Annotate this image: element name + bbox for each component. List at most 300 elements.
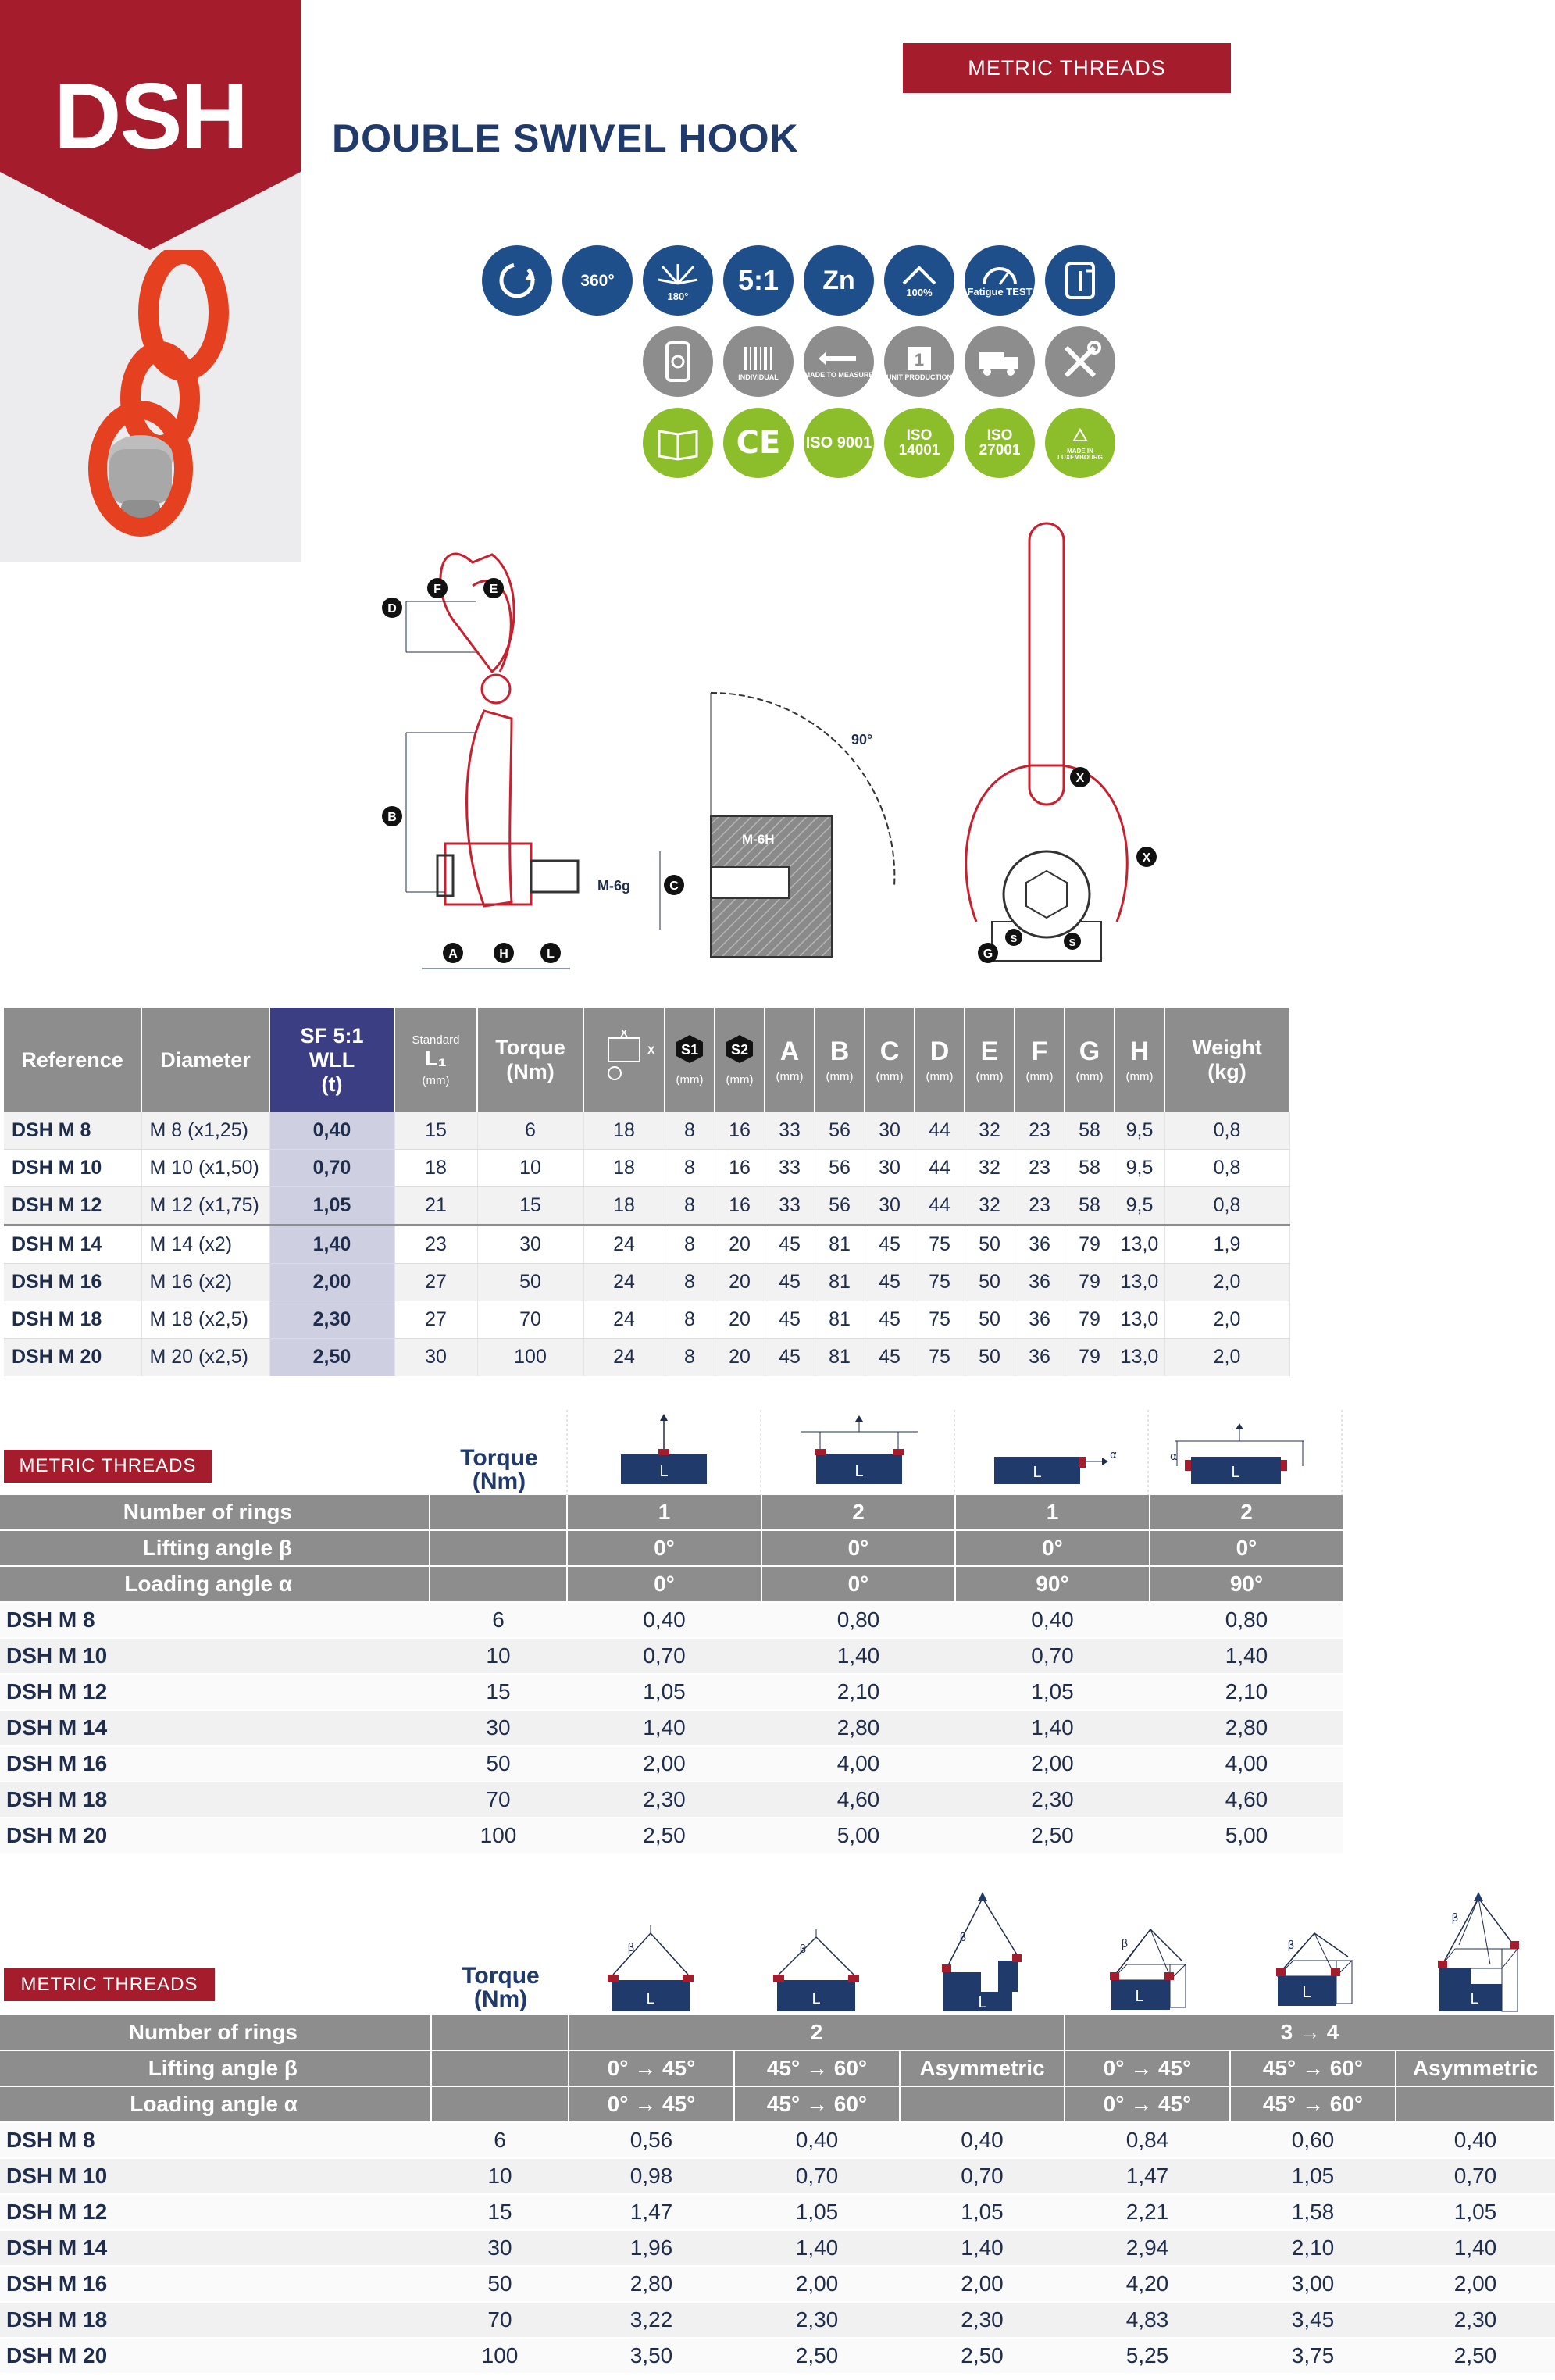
- svg-text:α: α: [1110, 1449, 1118, 1461]
- col-s1: S1 (mm): [665, 1008, 715, 1112]
- spec-cell: 0,8: [1164, 1112, 1289, 1150]
- spec-row: [4, 1112, 1289, 1150]
- spec-cell: 20: [715, 1226, 765, 1264]
- individual-barcode-icon: INDIVIDUAL: [723, 326, 794, 397]
- wll-cell: 0,56: [569, 2122, 734, 2158]
- spec-cell: 56: [815, 1187, 865, 1226]
- wll-cell: 4,00: [1150, 1746, 1343, 1782]
- wll-cell: 2,00: [734, 2266, 900, 2302]
- lifting-cell: 0° → 45°: [1065, 2050, 1230, 2086]
- spec-cell: 32: [965, 1112, 1015, 1150]
- svg-text:S1: S1: [680, 1042, 699, 1058]
- diagram-double-vertical: [801, 1415, 918, 1484]
- svg-text:C: C: [669, 880, 679, 893]
- load-row: [0, 1710, 1343, 1746]
- unit-production-icon: 1 UNIT PRODUCTION: [884, 326, 954, 397]
- svg-text:E: E: [489, 583, 498, 596]
- wll-cell: 5,00: [761, 1818, 955, 1854]
- spec-cell: 81: [815, 1339, 865, 1376]
- wll-cell: 4,83: [1065, 2302, 1230, 2338]
- spec-cell: 58: [1065, 1150, 1115, 1187]
- wll-cell: 1,05: [269, 1187, 394, 1226]
- wll-cell: 1,40: [734, 2230, 900, 2266]
- wll-cell: 4,20: [1065, 2266, 1230, 2302]
- wll-cell: 0,70: [734, 2158, 900, 2194]
- wll-cell: 0,70: [955, 1638, 1150, 1674]
- wll-cell: 1,05: [1230, 2158, 1396, 2194]
- wll-cell: 0,70: [900, 2158, 1065, 2194]
- col-b: B (mm): [815, 1008, 865, 1112]
- spec-cell: 9,5: [1115, 1112, 1164, 1150]
- spec-cell: 56: [815, 1112, 865, 1150]
- svg-text:β: β: [1287, 1939, 1295, 1952]
- fatigue-test-icon: Fatigue TEST: [965, 245, 1035, 316]
- spec-cell: 70: [477, 1301, 583, 1339]
- spec-cell: 30: [865, 1112, 915, 1150]
- lifting-cell: 45° → 60°: [1230, 2050, 1396, 2086]
- spec-cell: 20: [715, 1264, 765, 1301]
- spec-cell: 33: [765, 1187, 815, 1226]
- col-g: G (mm): [1065, 1008, 1115, 1112]
- load-table-2-body: [0, 2015, 1555, 2374]
- wll-cell: 2,00: [269, 1264, 394, 1301]
- svg-text:D: D: [387, 602, 397, 616]
- wll-cell: 1,40: [1150, 1638, 1343, 1674]
- spec-cell: 30: [394, 1339, 477, 1376]
- reference-cell: DSH M 18: [0, 2302, 431, 2338]
- wll-cell: 2,50: [900, 2338, 1065, 2374]
- col-l1: Standard L₁ (mm): [394, 1008, 477, 1112]
- diameter-cell: M 10 (x1,50): [141, 1150, 269, 1187]
- lifting-label: Lifting angle β: [0, 1530, 430, 1566]
- svg-text:X: X: [647, 1043, 655, 1056]
- spec-cell: 45: [765, 1226, 815, 1264]
- svg-text:1: 1: [914, 349, 925, 369]
- loading-cell: [1396, 2086, 1555, 2122]
- spec-cell: 79: [1065, 1264, 1115, 1301]
- wll-cell: 2,21: [1065, 2194, 1230, 2230]
- spec-cell: 58: [1065, 1187, 1115, 1226]
- loading-row: [0, 2086, 1555, 2122]
- rings-cell: 2: [761, 1495, 955, 1530]
- load-row: [0, 1782, 1343, 1818]
- svg-text:L: L: [1135, 1988, 1144, 2005]
- spec-cell: 21: [394, 1187, 477, 1226]
- spec-cell: 20: [715, 1301, 765, 1339]
- wll-cell: 1,05: [1396, 2194, 1555, 2230]
- spec-cell: 23: [394, 1226, 477, 1264]
- spec-cell: 16: [715, 1187, 765, 1226]
- svg-text:L: L: [811, 1990, 821, 2007]
- hook-side-view: [440, 554, 531, 906]
- col-weight: Weight (kg): [1164, 1008, 1289, 1112]
- wll-cell: 1,47: [569, 2194, 734, 2230]
- spec-cell: 10: [477, 1150, 583, 1187]
- s1-icon: [674, 1033, 705, 1065]
- load-table-1-body: [0, 1495, 1343, 1854]
- wll-cell: 0,70: [269, 1150, 394, 1187]
- product-photo: [55, 250, 258, 562]
- loading-cell: [900, 2086, 1065, 2122]
- spec-cell: 45: [865, 1264, 915, 1301]
- lifting-cell: 45° → 60°: [734, 2050, 900, 2086]
- spec-row: [4, 1187, 1289, 1226]
- spec-cell: 81: [815, 1264, 865, 1301]
- spec-cell: 45: [865, 1339, 915, 1376]
- wll-cell: 2,00: [955, 1746, 1150, 1782]
- spec-cell: 9,5: [1115, 1187, 1164, 1226]
- spec-cell: 50: [965, 1226, 1015, 1264]
- wll-cell: 2,30: [734, 2302, 900, 2338]
- wll-cell: 0,70: [567, 1638, 761, 1674]
- wll-cell: 2,30: [1396, 2302, 1555, 2338]
- rotate-under-load-icon: [482, 245, 552, 316]
- wll-cell: 5,00: [1150, 1818, 1343, 1854]
- svg-text:β: β: [959, 1932, 967, 1944]
- col-wll: SF 5:1 WLL (t): [269, 1008, 394, 1112]
- rings-row: [0, 1495, 1343, 1530]
- ce-icon: CE: [723, 408, 794, 478]
- spec-cell: 44: [915, 1112, 965, 1150]
- spec-cell: 18: [394, 1150, 477, 1187]
- specification-table: [4, 1008, 1290, 1376]
- reference-cell: DSH M 16: [4, 1264, 141, 1301]
- wll-cell: 5,25: [1065, 2338, 1230, 2374]
- wll-cell: 2,00: [1396, 2266, 1555, 2302]
- wll-cell: 3,00: [1230, 2266, 1396, 2302]
- loading-cell: 45° → 60°: [1230, 2086, 1396, 2122]
- svg-text:F: F: [433, 583, 441, 596]
- spec-row: [4, 1264, 1289, 1301]
- spec-cell: 18: [583, 1112, 665, 1150]
- spec-cell: 24: [583, 1301, 665, 1339]
- wll-cell: 2,80: [761, 1710, 955, 1746]
- spec-cell: 24: [583, 1226, 665, 1264]
- spec-cell: 16: [715, 1150, 765, 1187]
- spec-cell: 8: [665, 1226, 715, 1264]
- spec-cell: 16: [715, 1112, 765, 1150]
- wll-cell: 1,05: [955, 1674, 1150, 1710]
- wll-cell: 0,80: [761, 1602, 955, 1638]
- wll-cell: 2,30: [955, 1782, 1150, 1818]
- wll-cell: 0,98: [569, 2158, 734, 2194]
- wll-cell: 1,58: [1230, 2194, 1396, 2230]
- reference-cell: DSH M 14: [4, 1226, 141, 1264]
- spec-cell: 75: [915, 1301, 965, 1339]
- rings-row: [0, 2015, 1555, 2050]
- diagram-4-legs-asymmetric: [1438, 1892, 1519, 2011]
- spec-cell: 18: [583, 1150, 665, 1187]
- wll-cell: 1,40: [761, 1638, 955, 1674]
- wll-cell: 2,10: [1150, 1674, 1343, 1710]
- load-row: [0, 1602, 1343, 1638]
- svg-text:S: S: [1068, 937, 1076, 948]
- col-e: E (mm): [965, 1008, 1015, 1112]
- col-torque: Torque (Nm): [477, 1008, 583, 1112]
- spec-cell: 36: [1015, 1226, 1065, 1264]
- 180-degree-icon: 180°: [643, 245, 713, 316]
- spec-cell: 45: [865, 1226, 915, 1264]
- spec-cell: 50: [965, 1264, 1015, 1301]
- anti-crack-icon: 100%: [884, 245, 954, 316]
- x-dimension-icon: [593, 1030, 655, 1085]
- loading-cell: 0° → 45°: [569, 2086, 734, 2122]
- spec-cell: 13,0: [1115, 1301, 1164, 1339]
- svg-text:X: X: [1075, 772, 1085, 785]
- lifting-row: [0, 2050, 1555, 2086]
- spec-cell: 36: [1015, 1301, 1065, 1339]
- load-row: [0, 2302, 1555, 2338]
- spec-cell: 8: [665, 1264, 715, 1301]
- diameter-cell: M 12 (x1,75): [141, 1187, 269, 1226]
- spec-row: [4, 1226, 1289, 1264]
- svg-text:α: α: [1170, 1450, 1178, 1463]
- wll-cell: 4,60: [1150, 1782, 1343, 1818]
- reference-cell: DSH M 12: [4, 1187, 141, 1226]
- spec-cell: 50: [965, 1339, 1015, 1376]
- lifting-cell: 0° → 45°: [569, 2050, 734, 2086]
- loading-label: Loading angle α: [0, 2086, 431, 2122]
- spec-row: [4, 1150, 1289, 1187]
- spec-cell: 36: [1015, 1339, 1065, 1376]
- spec-cell: 8: [665, 1187, 715, 1226]
- lifting-cell: 0°: [1150, 1530, 1343, 1566]
- spec-cell: 45: [765, 1339, 815, 1376]
- torque-cell: 30: [430, 1710, 567, 1746]
- torque-cell: 10: [431, 2158, 569, 2194]
- load-row: [0, 2338, 1555, 2374]
- wll-cell: 1,40: [1396, 2230, 1555, 2266]
- rings-label: Number of rings: [0, 1495, 430, 1530]
- torque-cell: 15: [431, 2194, 569, 2230]
- wll-cell: 0,40: [1396, 2122, 1555, 2158]
- made-to-measure-icon: MADE TO MEASURE: [804, 326, 874, 397]
- spec-cell: 13,0: [1115, 1226, 1164, 1264]
- rings-cell: 1: [955, 1495, 1150, 1530]
- wll-cell: 2,50: [269, 1339, 394, 1376]
- torque-cell: 70: [430, 1782, 567, 1818]
- spec-cell: 45: [765, 1264, 815, 1301]
- spec-cell: 30: [865, 1187, 915, 1226]
- wll-cell: 3,45: [1230, 2302, 1396, 2338]
- wll-cell: 1,40: [269, 1226, 394, 1264]
- metric-threads-tag: METRIC THREADS: [903, 43, 1231, 93]
- spec-cell: 45: [765, 1301, 815, 1339]
- wll-cell: 1,40: [955, 1710, 1150, 1746]
- spec-cell: 44: [915, 1187, 965, 1226]
- torque-cell: 100: [431, 2338, 569, 2374]
- iso-14001-icon: ISO 14001: [884, 408, 954, 478]
- svg-text:X: X: [1142, 851, 1151, 865]
- product-code: DSH: [53, 64, 248, 169]
- wll-cell: 2,50: [567, 1818, 761, 1854]
- metric-threads-tag-1: METRIC THREADS: [4, 1450, 212, 1483]
- lifting-diagrams-1: [566, 1410, 1343, 1496]
- torque-cell: 15: [430, 1674, 567, 1710]
- loading-cell: 0°: [761, 1566, 955, 1602]
- wll-cell: 0,84: [1065, 2122, 1230, 2158]
- reference-cell: DSH M 16: [0, 1746, 430, 1782]
- spec-cell: 75: [915, 1264, 965, 1301]
- wll-cell: 2,30: [567, 1782, 761, 1818]
- torque-cell: 6: [430, 1602, 567, 1638]
- wll-cell: 2,10: [761, 1674, 955, 1710]
- lifting-cell: Asymmetric: [1396, 2050, 1555, 2086]
- s2-icon: [724, 1033, 755, 1065]
- loading-cell: 0° → 45°: [1065, 2086, 1230, 2122]
- col-a: A (mm): [765, 1008, 815, 1112]
- delivery-truck-icon: [965, 326, 1035, 397]
- spec-cell: 8: [665, 1301, 715, 1339]
- spec-cell: 36: [1015, 1264, 1065, 1301]
- angle-label: 90°: [851, 732, 873, 748]
- diagram-2-legs-asymmetric: [942, 1892, 1022, 2011]
- spec-cell: 18: [583, 1187, 665, 1226]
- wll-cell: 2,50: [1396, 2338, 1555, 2374]
- spec-cell: 56: [815, 1150, 865, 1187]
- spec-cell: 13,0: [1115, 1264, 1164, 1301]
- spec-row: [4, 1301, 1289, 1339]
- reference-cell: DSH M 10: [4, 1150, 141, 1187]
- load-table-1: [0, 1495, 1344, 1854]
- col-diameter: Diameter: [141, 1008, 269, 1112]
- spec-cell: 2,0: [1164, 1264, 1289, 1301]
- col-s2: S2 (mm): [715, 1008, 765, 1112]
- spec-cell: 13,0: [1115, 1339, 1164, 1376]
- wll-cell: 2,80: [1150, 1710, 1343, 1746]
- spec-cell: 81: [815, 1301, 865, 1339]
- svg-text:β: β: [1121, 1938, 1129, 1950]
- load-row: [0, 2266, 1555, 2302]
- spec-cell: 33: [765, 1112, 815, 1150]
- torque-heading-1: Torque (Nm): [460, 1445, 538, 1494]
- col-c: C (mm): [865, 1008, 915, 1112]
- spec-cell: 15: [394, 1112, 477, 1150]
- spec-row: [4, 1339, 1289, 1376]
- load-row: [0, 2194, 1555, 2230]
- iso-9001-icon: ISO 9001: [804, 408, 874, 478]
- wll-cell: 1,40: [567, 1710, 761, 1746]
- loading-cell: 90°: [1150, 1566, 1343, 1602]
- rings-cell: 3 → 4: [1065, 2015, 1555, 2050]
- load-row: [0, 1746, 1343, 1782]
- wll-cell: 2,50: [734, 2338, 900, 2374]
- wll-cell: 1,05: [567, 1674, 761, 1710]
- wll-cell: 4,00: [761, 1746, 955, 1782]
- torque-cell: 100: [430, 1818, 567, 1854]
- reference-cell: DSH M 20: [0, 1818, 430, 1854]
- spec-cell: 23: [1015, 1187, 1065, 1226]
- svg-text:X: X: [620, 1029, 628, 1039]
- reference-cell: DSH M 20: [0, 2338, 431, 2374]
- wll-cell: 0,80: [1150, 1602, 1343, 1638]
- svg-text:G: G: [983, 947, 993, 961]
- spec-cell: 33: [765, 1150, 815, 1187]
- spec-cell: 23: [1015, 1112, 1065, 1150]
- svg-text:S2: S2: [730, 1042, 749, 1058]
- wll-cell: 1,47: [1065, 2158, 1230, 2194]
- reference-cell: DSH M 8: [4, 1112, 141, 1150]
- safety-factor-icon: 5:1: [723, 245, 794, 316]
- spec-cell: 44: [915, 1150, 965, 1187]
- load-row: [0, 1638, 1343, 1674]
- wll-cell: 0,40: [567, 1602, 761, 1638]
- lifting-cell: 0°: [567, 1530, 761, 1566]
- diagram-2-legs-45-60: [773, 1929, 859, 2011]
- reference-cell: DSH M 18: [0, 1782, 430, 1818]
- thread-label: M-6g: [597, 878, 630, 894]
- torque-cell: 6: [431, 2122, 569, 2158]
- svg-text:H: H: [499, 947, 508, 961]
- lifting-cell: 0°: [955, 1530, 1150, 1566]
- svg-text:β: β: [627, 1942, 635, 1954]
- torque-cell: 50: [430, 1746, 567, 1782]
- spec-cell: 2,0: [1164, 1339, 1289, 1376]
- rings-cell: 2: [1150, 1495, 1343, 1530]
- spec-cell: 79: [1065, 1301, 1115, 1339]
- spec-cell: 1,9: [1164, 1226, 1289, 1264]
- page-title: DOUBLE SWIVEL HOOK: [332, 116, 799, 160]
- wll-cell: 2,00: [900, 2266, 1065, 2302]
- wll-cell: 1,96: [569, 2230, 734, 2266]
- lifting-label: Lifting angle β: [0, 2050, 431, 2086]
- spec-cell: 24: [583, 1264, 665, 1301]
- torque-heading-2: Torque (Nm): [462, 1963, 540, 2012]
- iso-27001-icon: ISO 27001: [965, 408, 1035, 478]
- diameter-cell: M 16 (x2): [141, 1264, 269, 1301]
- diameter-cell: M 8 (x1,25): [141, 1112, 269, 1150]
- diagram-double-side: [1170, 1423, 1304, 1484]
- load-row: [0, 2158, 1555, 2194]
- spec-cell: 50: [965, 1301, 1015, 1339]
- svg-text:S: S: [1010, 933, 1018, 944]
- wll-cell: 3,75: [1230, 2338, 1396, 2374]
- wll-cell: 2,00: [567, 1746, 761, 1782]
- wll-cell: 0,60: [1230, 2122, 1396, 2158]
- svg-text:L: L: [1470, 1990, 1479, 2007]
- spec-cell: 100: [477, 1339, 583, 1376]
- load-row: [0, 1818, 1343, 1854]
- wll-cell: 1,40: [900, 2230, 1065, 2266]
- wll-cell: 2,80: [569, 2266, 734, 2302]
- spec-cell: 8: [665, 1339, 715, 1376]
- diagram-2-legs-0-45: [608, 1925, 694, 2011]
- svg-text:L: L: [646, 1990, 655, 2007]
- spec-cell: 0,8: [1164, 1187, 1289, 1226]
- spec-cell: 6: [477, 1112, 583, 1150]
- lifting-row: [0, 1530, 1343, 1566]
- wll-cell: 0,40: [955, 1602, 1150, 1638]
- diagram-single-side: [994, 1449, 1117, 1484]
- spec-cell: 24: [583, 1339, 665, 1376]
- reference-cell: DSH M 12: [0, 1674, 430, 1710]
- svg-text:L: L: [978, 1994, 987, 2011]
- loading-cell: 45° → 60°: [734, 2086, 900, 2122]
- spec-cell: 32: [965, 1150, 1015, 1187]
- svg-text:B: B: [387, 811, 397, 824]
- spec-cell: 23: [1015, 1150, 1065, 1187]
- spec-cell: 2,0: [1164, 1301, 1289, 1339]
- wll-cell: 0,40: [269, 1112, 394, 1150]
- tools-icon: [1045, 326, 1115, 397]
- wll-cell: 2,30: [269, 1301, 394, 1339]
- lifting-cell: 0°: [761, 1530, 955, 1566]
- spec-cell: 45: [865, 1301, 915, 1339]
- reference-cell: DSH M 16: [0, 2266, 431, 2302]
- spec-cell: 8: [665, 1112, 715, 1150]
- diameter-cell: M 20 (x2,5): [141, 1339, 269, 1376]
- spec-cell: 50: [477, 1264, 583, 1301]
